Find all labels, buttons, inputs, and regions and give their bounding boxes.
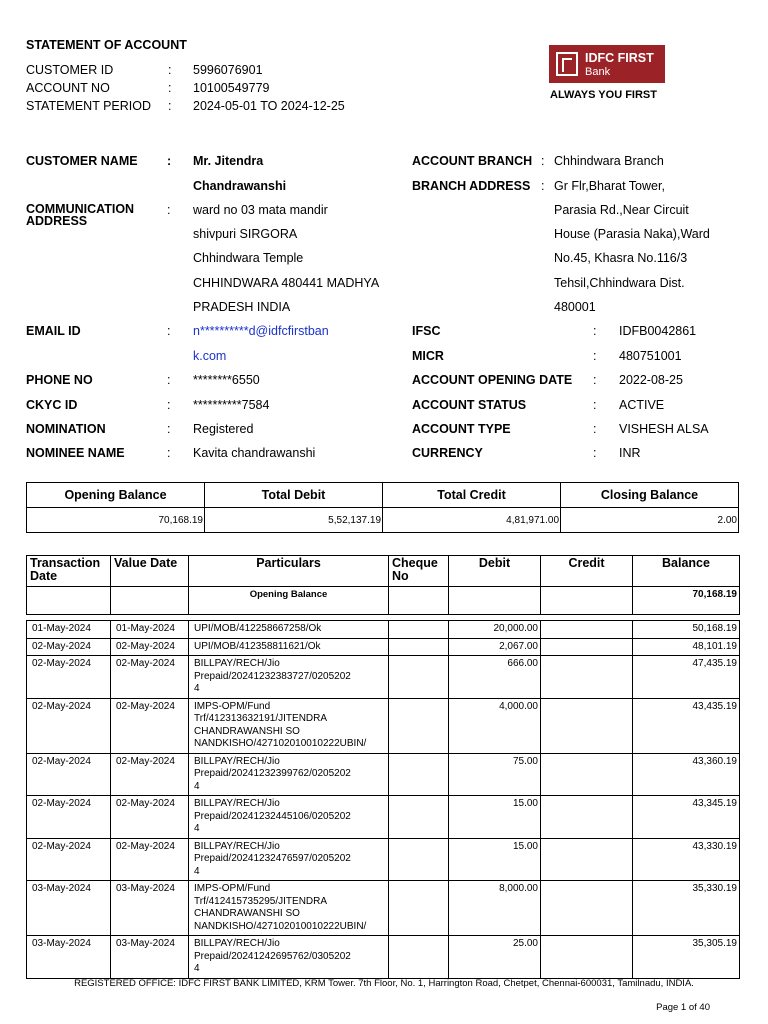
cell-debit: 25.00 [449,936,541,979]
meta-value: 10100549779 [193,81,270,95]
bank-logo [549,45,665,83]
opening-balance-amount: 70,168.19 [633,587,740,615]
transactions-table [26,555,740,979]
table-cell [389,587,449,615]
cell-date: 03-May-2024 [27,936,111,979]
micr-label: MICR [412,349,444,363]
closing-balance-value: 2.00 [561,508,739,533]
colon: : [167,154,172,168]
cell-credit [541,881,633,936]
cell-balance: 43,435.19 [633,698,740,753]
colon: : [593,324,597,338]
logo-line2: Bank [585,66,611,78]
branch-address-line: 480001 [554,300,596,314]
colon: : [593,398,597,412]
phone-label: PHONE NO [26,373,93,387]
meta-label: STATEMENT PERIOD [26,99,152,113]
table-row [27,838,740,881]
cell-debit: 75.00 [449,753,541,796]
cell-particulars: BILLPAY/RECH/Jio Prepaid/20241242695762/0305202 4 [189,936,389,979]
customer-name-line2: Chandrawanshi [193,179,287,193]
address-line: PRADESH INDIA [193,300,291,314]
cell-credit [541,796,633,839]
transactions-header-row [27,556,740,587]
cell-value-date: 01-May-2024 [111,621,189,639]
cell-debit: 15.00 [449,838,541,881]
email-value-line2[interactable]: k.com [193,349,227,363]
table-row [27,753,740,796]
cell-cheque [389,698,449,753]
account-type-value: VISHESH ALSA [619,422,709,436]
colon: : [167,324,171,338]
cell-debit: 2,067.00 [449,638,541,656]
total-credit-value: 4,81,971.00 [383,508,561,533]
cell-balance: 50,168.19 [633,621,740,639]
col-header-cheque-no: Cheque No [389,556,449,587]
nominee-value: Kavita chandrawanshi [193,446,316,460]
summary-header-row [27,483,739,508]
table-row [27,638,740,656]
cell-balance: 47,435.19 [633,656,740,699]
opening-balance-value: 70,168.19 [27,508,205,533]
table-row [27,656,740,699]
label-line: COMMUNICATION [26,202,135,216]
col-header-particulars: Particulars [189,556,389,587]
cell-date: 02-May-2024 [27,796,111,839]
cell-cheque [389,936,449,979]
total-debit-value: 5,52,137.19 [205,508,383,533]
table-row [27,698,740,753]
branch-address-line: No.45, Khasra No.116/3 [554,251,688,265]
cell-balance: 43,360.19 [633,753,740,796]
branch-address-label: BRANCH ADDRESS [412,179,531,193]
col-header-credit: Credit [541,556,633,587]
summary-header: Closing Balance [561,483,739,508]
table-row [27,936,740,979]
brand-tagline: ALWAYS YOU FIRST [550,89,657,101]
customer-name-line1: Mr. Jitendra [193,154,264,168]
cell-date: 03-May-2024 [27,881,111,936]
label-line: ADDRESS [26,214,88,228]
colon: : [168,99,172,113]
ifsc-value: IDFB0042861 [619,324,697,338]
cell-credit [541,753,633,796]
table-row [27,881,740,936]
table-cell [27,587,111,615]
col-header-debit: Debit [449,556,541,587]
cell-balance: 35,305.19 [633,936,740,979]
branch-address-line: House (Parasia Naka),Ward [554,227,710,241]
cell-date: 02-May-2024 [27,698,111,753]
logo-mark-icon [556,52,578,76]
address-line: shivpuri SIRGORA [193,227,298,241]
colon: : [593,422,597,436]
meta-label: ACCOUNT NO [26,81,110,95]
meta-value: 2024-05-01 TO 2024-12-25 [193,99,345,113]
colon: : [541,154,545,168]
cell-value-date: 03-May-2024 [111,881,189,936]
account-status-value: ACTIVE [619,398,665,412]
branch-address-line: Gr Flr,Bharat Tower, [554,179,665,193]
cell-particulars: UPI/MOB/412258667258/Ok [189,621,389,639]
colon: : [541,179,545,193]
table-cell [449,587,541,615]
colon: : [593,446,597,460]
opening-balance-label: Opening Balance [189,587,389,615]
email-value-line1[interactable]: n**********d@idfcfirstban [193,324,329,338]
nomination-value: Registered [193,422,254,436]
address-line: ward no 03 mata mandir [193,203,328,217]
cell-particulars: BILLPAY/RECH/Jio Prepaid/20241232399762/0205202 4 [189,753,389,796]
cell-particulars: IMPS-OPM/Fund Trf/412415735295/JITENDRA CHANDRAWANSHI SO NANDKISHO/427102010010222UBIN/ [189,881,389,936]
cell-balance: 48,101.19 [633,638,740,656]
colon: : [593,373,597,387]
ckyc-label: CKYC ID [26,398,78,412]
cell-value-date: 02-May-2024 [111,698,189,753]
cell-credit [541,621,633,639]
address-line: CHHINDWARA 480441 MADHYA [193,276,380,290]
cell-cheque [389,796,449,839]
cell-particulars: IMPS-OPM/Fund Trf/412313632191/JITENDRA CHANDRAWANSHI SO NANDKISHO/427102010010222UBIN/ [189,698,389,753]
logo-line1: IDFC FIRST [585,51,654,65]
cell-particulars: BILLPAY/RECH/Jio Prepaid/20241232383727/0205202 4 [189,656,389,699]
cell-balance: 43,345.19 [633,796,740,839]
colon: : [593,349,597,363]
colon: : [167,446,171,460]
cell-cheque [389,621,449,639]
nominee-label: NOMINEE NAME [26,446,125,460]
opening-balance-row [27,587,740,615]
account-status-label: ACCOUNT STATUS [412,398,527,412]
cell-date: 02-May-2024 [27,753,111,796]
summary-header: Opening Balance [27,483,205,508]
table-row [27,621,740,639]
cell-credit [541,838,633,881]
cell-debit: 666.00 [449,656,541,699]
colon: : [168,81,172,95]
cell-credit [541,656,633,699]
account-branch-label: ACCOUNT BRANCH [412,154,533,168]
cell-value-date: 02-May-2024 [111,638,189,656]
col-header-transaction-date: Transaction Date [27,556,111,587]
summary-header: Total Debit [205,483,383,508]
colon: : [167,422,171,436]
cell-value-date: 02-May-2024 [111,838,189,881]
cell-cheque [389,881,449,936]
cell-credit [541,936,633,979]
email-label: EMAIL ID [26,324,81,338]
ckyc-value: **********7584 [193,398,270,412]
currency-label: CURRENCY [412,446,483,460]
page-number: Page 1 of 40 [656,1002,710,1013]
cell-balance: 43,330.19 [633,838,740,881]
table-cell [111,587,189,615]
table-cell [541,587,633,615]
phone-value: ********6550 [193,373,260,387]
summary-header: Total Credit [383,483,561,508]
meta-label: CUSTOMER ID [26,63,114,77]
branch-address-line: Parasia Rd.,Near Circuit [554,203,689,217]
cell-debit: 20,000.00 [449,621,541,639]
cell-value-date: 02-May-2024 [111,656,189,699]
cell-date: 02-May-2024 [27,638,111,656]
table-row [27,796,740,839]
col-header-value-date: Value Date [111,556,189,587]
cell-value-date: 03-May-2024 [111,936,189,979]
opening-date-label: ACCOUNT OPENING DATE [412,373,573,387]
cell-cheque [389,638,449,656]
cell-credit [541,638,633,656]
cell-date: 01-May-2024 [27,621,111,639]
cell-credit [541,698,633,753]
cell-cheque [389,753,449,796]
account-branch-value: Chhindwara Branch [554,154,664,168]
communication-address-label [26,203,134,227]
cell-debit: 4,000.00 [449,698,541,753]
customer-name-label: CUSTOMER NAME [26,154,138,168]
cell-particulars: BILLPAY/RECH/Jio Prepaid/20241232476597/0205202 4 [189,838,389,881]
cell-particulars: UPI/MOB/412358811621/Ok [189,638,389,656]
opening-date-value: 2022-08-25 [619,373,683,387]
micr-value: 480751001 [619,349,682,363]
currency-value: INR [619,446,641,460]
cell-particulars: BILLPAY/RECH/Jio Prepaid/20241232445106/0205202 4 [189,796,389,839]
nomination-label: NOMINATION [26,422,106,436]
cell-debit: 15.00 [449,796,541,839]
colon: : [167,373,171,387]
summary-value-row [27,508,739,533]
colon: : [167,203,171,217]
cell-date: 02-May-2024 [27,656,111,699]
cell-balance: 35,330.19 [633,881,740,936]
cell-cheque [389,838,449,881]
col-header-balance: Balance [633,556,740,587]
address-line: Chhindwara Temple [193,251,304,265]
colon: : [168,63,172,77]
cell-value-date: 02-May-2024 [111,796,189,839]
statement-title: STATEMENT OF ACCOUNT [26,38,187,52]
balance-summary-table [26,482,739,533]
account-type-label: ACCOUNT TYPE [412,422,511,436]
meta-value: 5996076901 [193,63,263,77]
cell-debit: 8,000.00 [449,881,541,936]
ifsc-label: IFSC [412,324,441,338]
cell-date: 02-May-2024 [27,838,111,881]
registered-office-footer: REGISTERED OFFICE: IDFC FIRST BANK LIMITED, KRM Tower. 7th Floor, No. 1, Harrington Road, Chetpet, Chennai-600031, Tamilnadu, INDIA. [74,978,694,989]
colon: : [167,398,171,412]
branch-address-line: Tehsil,Chhindwara Dist. [554,276,685,290]
cell-value-date: 02-May-2024 [111,753,189,796]
cell-cheque [389,656,449,699]
